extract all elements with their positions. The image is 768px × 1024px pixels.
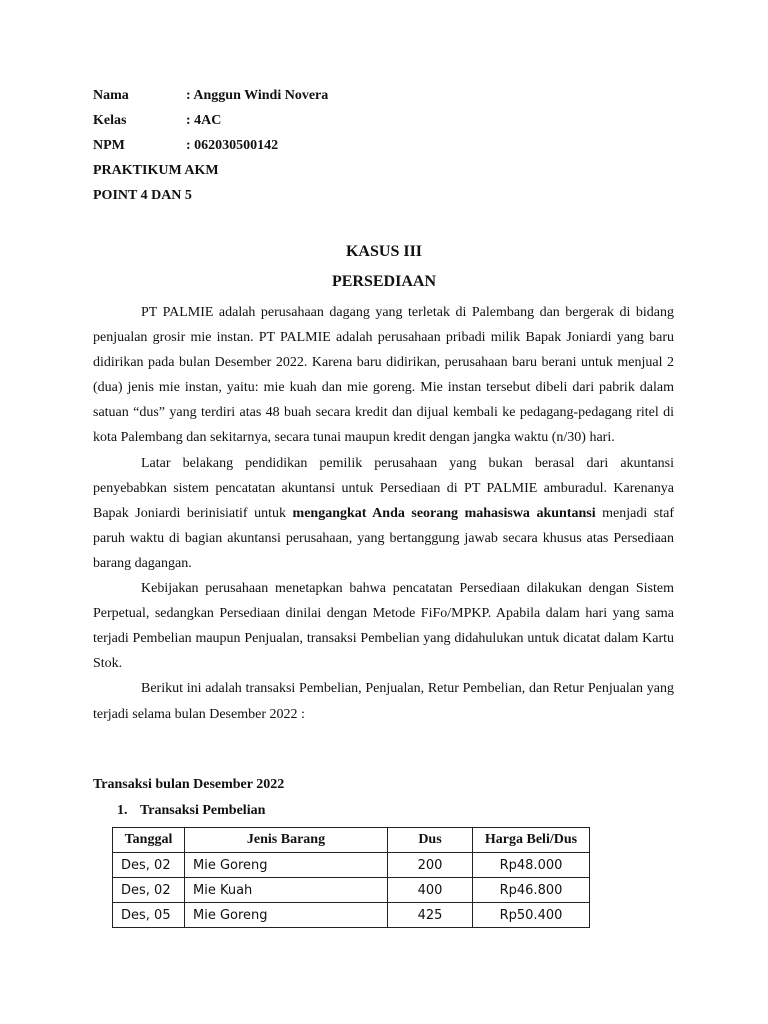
subsection-number: 1. [117,803,128,818]
header-jenis-barang: Jenis Barang [185,828,388,853]
paragraph-2-end: menjadi staf paruh waktu di bagian akuntansi perusahaan, yang bertanggung jawab secara khusus atas Persediaan barang dagangan. [93,505,674,571]
class-value: : 4AC [186,113,222,128]
case-body [93,300,674,727]
paragraph-2 [93,451,674,576]
table-row [113,903,590,928]
table-header-row [113,828,590,853]
cell-dus: 425 [388,903,473,928]
case-subtitle: PERSEDIAAN [331,273,436,290]
subsection-title [117,803,265,819]
npm-value: : 062030500142 [186,138,279,153]
cell-jenis-barang: Mie Kuah [185,878,388,903]
header-dus: Dus [388,828,473,853]
cell-dus: 200 [388,853,473,878]
name-label: Nama [93,88,129,103]
npm-row [93,136,328,161]
paragraph-4: Berikut ini adalah transaksi Pembelian, Penjualan, Retur Pembelian, dan Retur Penjualan yang terjadi selama bulan Desember 2022 : [93,681,674,722]
section-title: Transaksi bulan Desember 2022 [93,777,285,792]
class-label: Kelas [93,113,127,128]
cell-tanggal: Des, 02 [113,878,185,903]
purchase-table [112,827,590,928]
table-row [113,853,590,878]
cell-jenis-barang: Mie Goreng [185,903,388,928]
name-value: : Anggun Windi Novera [186,88,329,103]
point-line: POINT 4 DAN 5 [93,188,192,203]
cell-harga-beli: Rp46.800 [473,878,590,903]
cell-tanggal: Des, 02 [113,853,185,878]
header-harga-beli: Harga Beli/Dus [473,828,590,853]
course-line: PRAKTIKUM AKM [93,163,219,178]
cell-harga-beli: Rp48.000 [473,853,590,878]
paragraph-2-start: Latar belakang pendidikan pemilik perusahaan yang bukan berasal dari akuntansi penyebabkan sistem pencatatan akuntansi untuk Persediaan di PT PALMIE amburadul. Karenanya Bapak Joniardi berinisiatif untuk [93,455,674,521]
table-row [113,878,590,903]
subsection-label: Transaksi Pembelian [140,803,266,818]
cell-harga-beli: Rp50.400 [473,903,590,928]
class-row [93,111,328,136]
paragraph-1: PT PALMIE adalah perusahaan dagang yang terletak di Palembang dan bergerak di bidang penjualan grosir mie instan. PT PALMIE adalah perusahaan pribadi milik Bapak Joniardi yang baru didirikan pada bulan Desember 2022. Karena baru didirikan, perusahaan baru berani untuk menjual 2 (dua) jenis mie instan, yaitu: mie kuah dan mie goreng. Mie instan tersebut dibeli dari pabrik dalam satuan “dus” yang terdiri atas 48 buah secara kredit dan dijual kembali ke pedagang-pedagang ritel di kota Palembang dan sekitarnya, secara tunai maupun kredit dengan jangka waktu (n/30) hari. [93,305,674,446]
cell-jenis-barang: Mie Goreng [185,853,388,878]
npm-label: NPM [93,138,125,153]
header-tanggal: Tanggal [113,828,185,853]
paragraph-2-emphasis: mengangkat Anda seorang mahasiswa akuntansi [292,505,596,521]
cell-tanggal: Des, 05 [113,903,185,928]
paragraph-3: Kebijakan perusahaan menetapkan bahwa pencatatan Persediaan dilakukan dengan Sistem Perpetual, sedangkan Persediaan dinilai dengan Metode FiFo/MPKP. Apabila dalam hari yang sama terjadi Pembelian maupun Penjualan, transaksi Pembelian yang didahulukan untuk dicatat dalam Kartu Stok. [93,581,674,672]
student-info [93,86,328,211]
name-row [93,86,328,111]
case-title: KASUS III [345,243,423,260]
cell-dus: 400 [388,878,473,903]
